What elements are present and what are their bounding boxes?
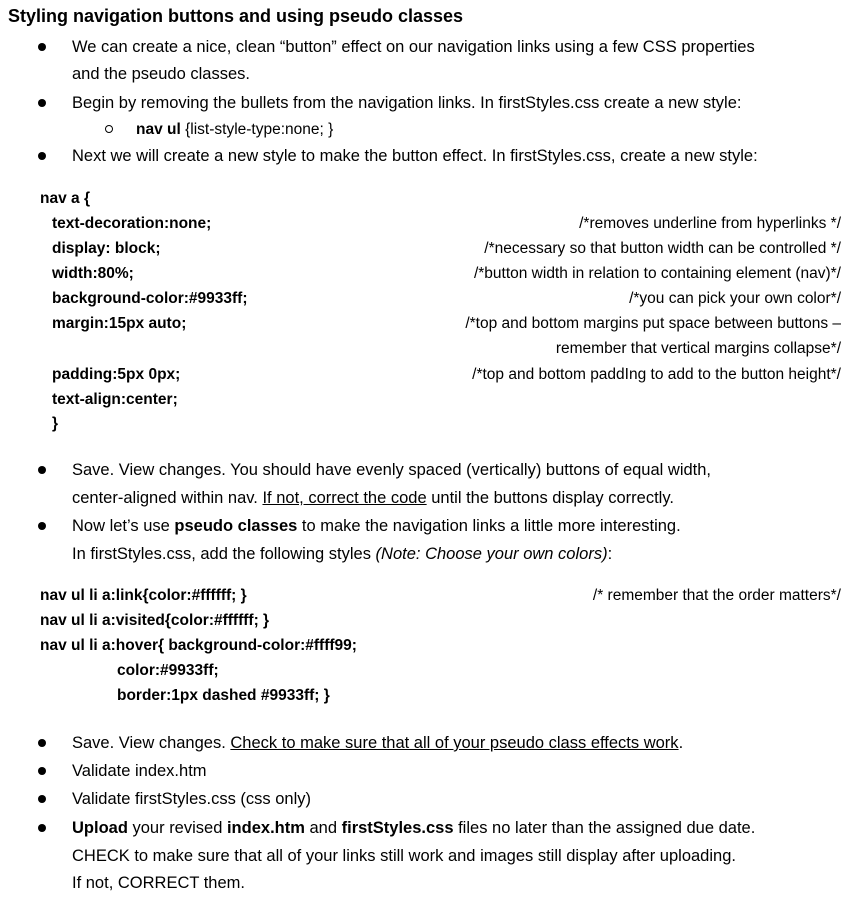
code1-open: nav a { — [40, 190, 90, 207]
intro-bullet-1-line-2: and the pseudo classes. — [72, 65, 250, 83]
bullet-dot — [38, 43, 46, 51]
upload-css-file: firstStyles.css — [341, 819, 454, 837]
save-underlined-text: If not, correct the code — [262, 489, 427, 507]
code1-line: display: block; — [52, 240, 161, 257]
pseudo-text: Now let’s use — [72, 517, 175, 535]
upload-text: your revised — [127, 819, 227, 837]
intro-bullet-3: Next we will create a new style to make the button effect. In firstStyles.css, create a new style: — [72, 147, 758, 165]
intro-bullet-2: Begin by removing the bullets from the navigation links. In firstStyles.css create a new style: — [72, 94, 742, 112]
final-save-underlined: Check to make sure that all of your pseudo class effects work — [230, 734, 679, 752]
intro-bullet-1 — [72, 36, 755, 58]
code1-comment: /*button width in relation to containing element (nav)*/ — [473, 265, 841, 282]
code1-line: margin:15px auto; — [52, 315, 187, 332]
code1-comment: /*removes underline from hyperlinks */ — [579, 215, 841, 232]
code1-line: width:80%; — [52, 265, 134, 282]
bullet-dot — [38, 466, 46, 474]
bullet-dot — [38, 824, 46, 832]
code2-line: nav ul li a:visited{color:#ffffff; } — [40, 612, 270, 629]
validate-index-bullet: Validate index.htm — [72, 762, 207, 780]
code2-line: nav ul li a:link{color:#ffffff; } — [40, 587, 247, 604]
code2-line: nav ul li a:hover{ background-color:#ffff99; — [40, 637, 357, 654]
code1-comment: /*necessary so that button width can be controlled */ — [484, 240, 841, 257]
final-save-end: . — [678, 734, 684, 752]
code1-line: text-align:center; — [52, 391, 178, 408]
pseudo-text-end: to make the navigation links a little more interesting. — [297, 517, 681, 535]
code1-close: } — [52, 415, 59, 432]
code1-line: background-color:#9933ff; — [52, 290, 248, 307]
code1-line: text-decoration:none; — [52, 215, 212, 232]
upload-index-file: index.htm — [226, 819, 305, 837]
bullet-dot — [38, 767, 46, 775]
sub-bullet-rule: {list-style-type:none; } — [180, 121, 334, 138]
sub-bullet-code — [136, 119, 333, 141]
bullet-dot — [38, 152, 46, 160]
code2-line: color:#9933ff; — [117, 662, 219, 679]
upload-and: and — [304, 819, 342, 837]
code2-line: border:1px dashed #9933ff; } — [117, 687, 330, 704]
save-bullet-line-1: Save. View changes. You should have evenly spaced (vertically) buttons of equal width, — [72, 461, 712, 479]
save-bullet-line-2 — [72, 487, 674, 509]
code1-comment: /*you can pick your own color*/ — [629, 290, 841, 307]
validate-css-bullet: Validate firstStyles.css (css only) — [72, 790, 312, 808]
pseudo-bullet-line-2 — [72, 543, 612, 565]
save-text: center-aligned within nav. — [72, 489, 263, 507]
code1-comment: /*top and bottom paddIng to add to the button height*/ — [472, 366, 841, 383]
final-save-bullet — [72, 732, 683, 754]
pseudo-l2-text: In firstStyles.css, add the following styles — [72, 545, 376, 563]
code1-line: padding:5px 0px; — [52, 366, 181, 383]
bullet-dot — [38, 99, 46, 107]
save-text-end: until the buttons display correctly. — [426, 489, 674, 507]
code1-comment: remember that vertical margins collapse*/ — [555, 340, 841, 357]
upload-bullet-line-1 — [72, 817, 755, 839]
bullet-dot — [38, 522, 46, 530]
upload-bullet-line-3: If not, CORRECT them. — [72, 874, 245, 892]
pseudo-l2-italic: (Note: Choose your own colors) — [375, 545, 608, 563]
code2-comment: /* remember that the order matters*/ — [592, 587, 841, 604]
bullet-dot — [38, 739, 46, 747]
upload-bullet-line-2: CHECK to make sure that all of your links still work and images still display after uploading. — [72, 847, 736, 865]
intro-bullet-1-line-1: We can create a nice, clean “button” effect on our navigation links using a few CSS properties — [72, 38, 755, 56]
pseudo-bold-text: pseudo classes — [174, 517, 298, 535]
pseudo-l2-end: : — [607, 545, 613, 563]
page-title: Styling navigation buttons and using pseudo classes — [8, 6, 464, 26]
code1-comment: /*top and bottom margins put space between buttons – — [465, 315, 841, 332]
upload-text-end: files no later than the assigned due date. — [453, 819, 756, 837]
upload-bold: Upload — [72, 819, 128, 837]
bullet-dot — [38, 795, 46, 803]
sub-bullet-circle — [105, 125, 113, 133]
sub-bullet-selector: nav ul — [136, 121, 181, 138]
pseudo-bullet-line-1 — [72, 515, 681, 537]
final-save-text: Save. View changes. — [72, 734, 231, 752]
